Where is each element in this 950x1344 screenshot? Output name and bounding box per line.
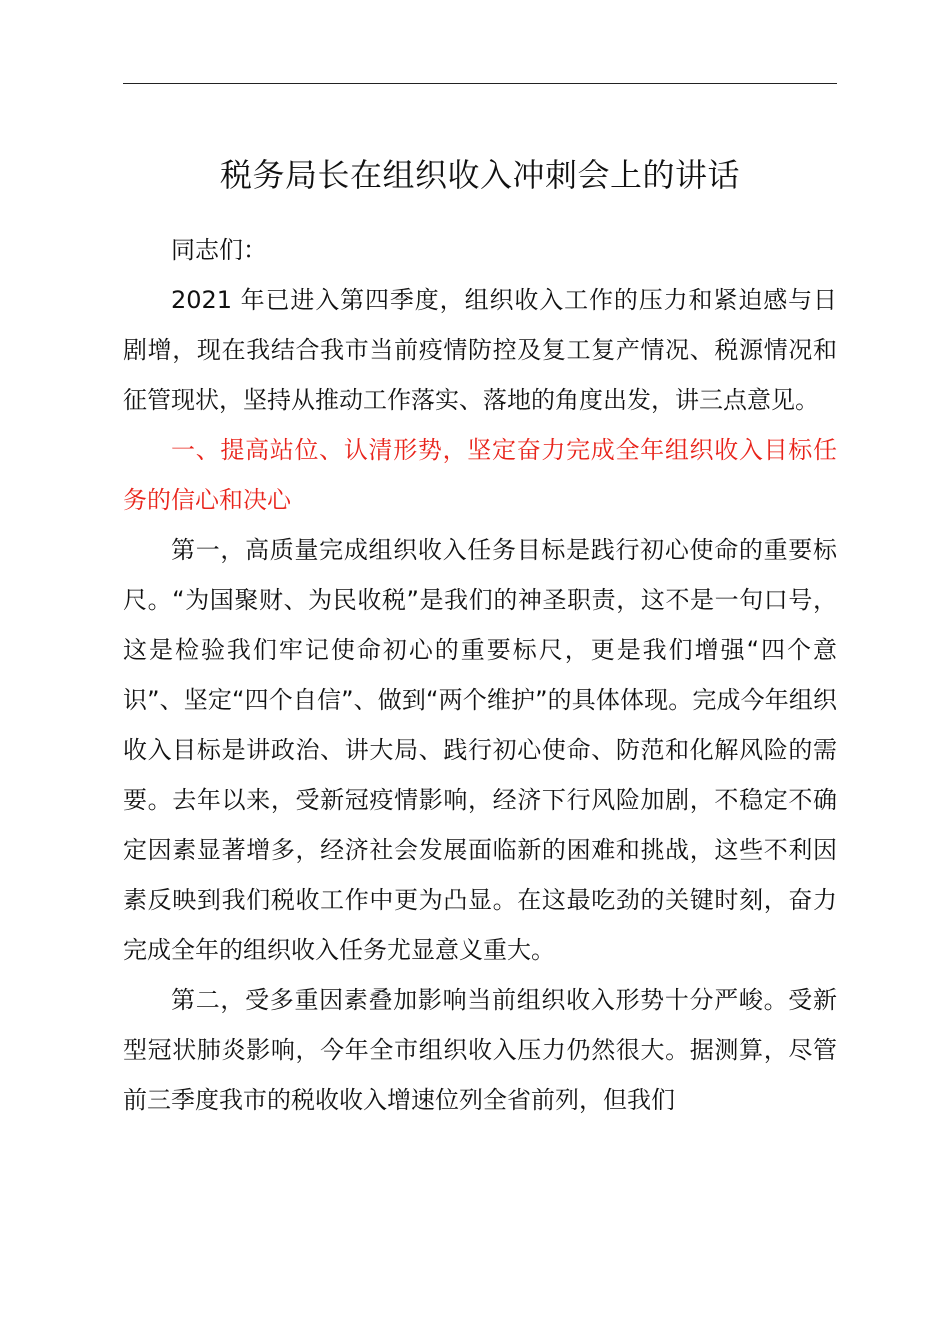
- header-rule: [123, 83, 837, 84]
- salutation-paragraph: 同志们：: [171, 236, 267, 264]
- document-body: [123, 225, 837, 1125]
- intro-paragraph: 2021 年已进入第四季度，组织收入工作的压力和紧迫感与日剧增，现在我结合我市当前疫情防控及复工复产情况、税源情况和征管现状，坚持从推动工作落实、落地的角度出发，讲三点意见。: [123, 286, 837, 414]
- document-title: 税务局长在组织收入冲刺会上的讲话: [219, 156, 740, 194]
- body-paragraph-second: 第二，受多重因素叠加影响当前组织收入形势十分严峻。受新型冠状肺炎影响，今年全市组织收入压力仍然很大。据测算，尽管前三季度我市的税收收入增速位列全省前列，但我们: [123, 986, 837, 1114]
- section-heading-1: 一、提高站位、认清形势，坚定奋力完成全年组织收入目标任务的信心和决心: [123, 436, 837, 514]
- body-paragraph-first: 第一，高质量完成组织收入任务目标是践行初心使命的重要标尺。“为国聚财、为民收税”是我们的神圣职责，这不是一句口号，这是检验我们牢记使命初心的重要标尺，更是我们增强“四个意识”、坚定“四个自信”、做到“两个维护”的具体体现。完成今年组织收入目标是讲政治、讲大局、践行初心使命、防范和化解风险的需要。去年以来，受新冠疫情影响，经济下行风险加剧，不稳定不确定因素显著增多，经济社会发展面临新的困难和挑战，这些不利因素反映到我们税收工作中更为凸显。在这最吃劲的关键时刻，奋力完成全年的组织收入任务尤显意义重大。: [123, 536, 837, 964]
